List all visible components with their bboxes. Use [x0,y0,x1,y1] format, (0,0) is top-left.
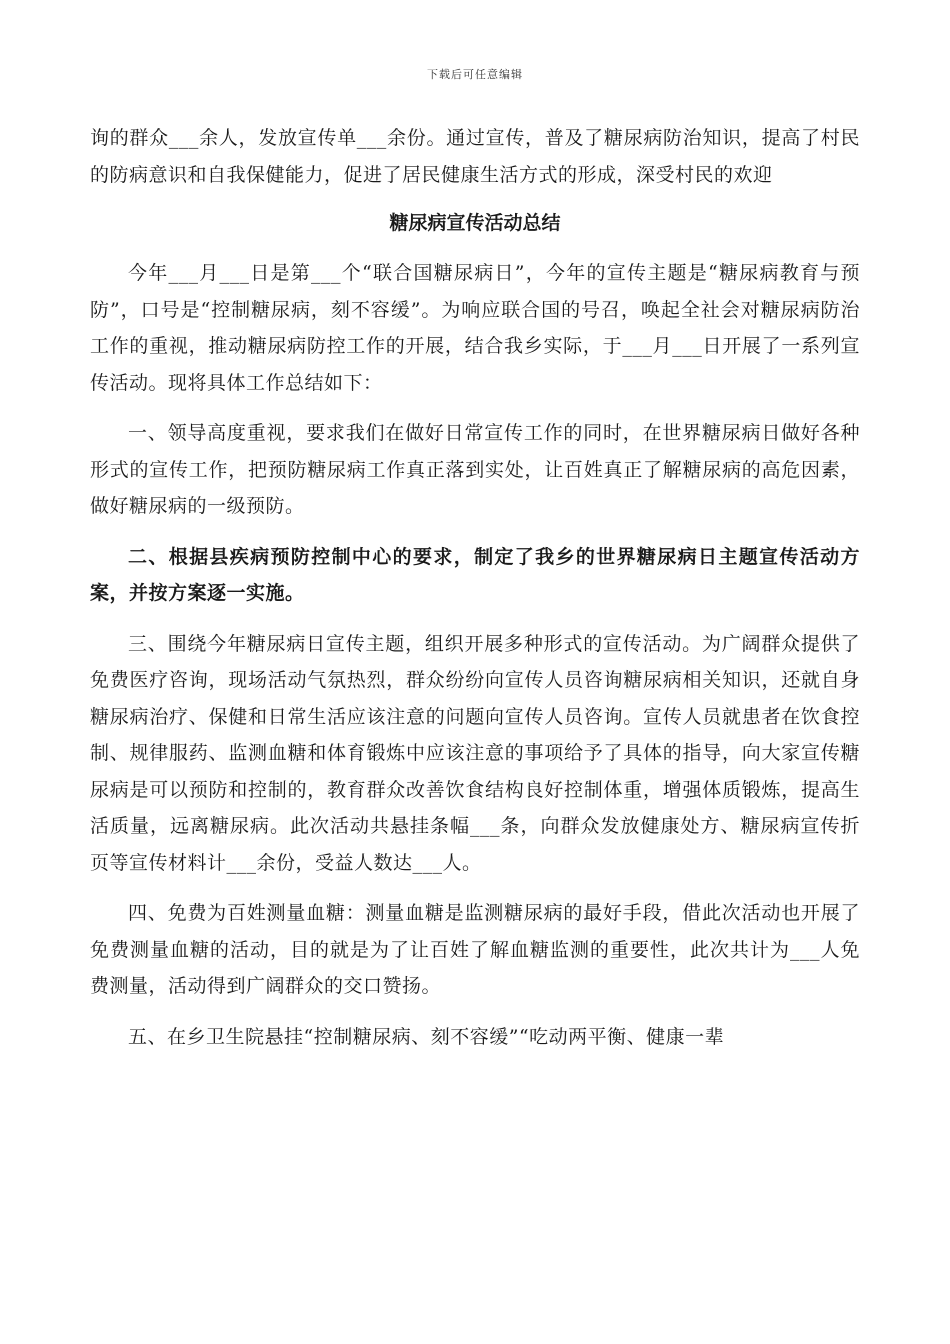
paragraph-section-1: 一、领导高度重视，要求我们在做好日常宣传工作的同时，在世界糖尿病日做好各种形式的宣传工作，把预防糖尿病工作真正落到实处，让百姓真正了解糖尿病的高危因素，做好糖尿病的一级预防。 [90,422,860,517]
document-title: 糖尿病宣传活动总结 [389,212,561,234]
paragraph-intro: 今年___月___日是第___个“联合国糖尿病日”，今年的宣传主题是“糖尿病教育与预防”，口号是“控制糖尿病，刻不容缓”。为响应联合国的号召，唤起全社会对糖尿病防治工作的重视，推动糖尿病防控工作的开展，结合我乡实际，于___月___日开展了一系列宣传活动。现将具体工作总结如下： [90,262,860,394]
paragraph-section-5: 五、在乡卫生院悬挂“控制糖尿病、刻不容缓”“吃动两平衡、健康一辈 [128,1025,725,1048]
paragraph-section-3: 三、围绕今年糖尿病日宣传主题，组织开展多种形式的宣传活动。为广阔群众提供了免费医疗咨询，现场活动气氛热烈，群众纷纷向宣传人员咨询糖尿病相关知识，还就自身糖尿病治疗、保健和日常生活应该注意的问题向宣传人员咨询。宣传人员就患者在饮食控制、规律服药、监测血糖和体育锻炼中应该注意的事项给予了具体的指导，向大家宣传糖尿病是可以预防和控制的，教育群众改善饮食结构良好控制体重，增强体质锻炼，提高生活质量，远离糖尿病。此次活动共悬挂条幅___条，向群众发放健康处方、糖尿病宣传折页等宣传材料计___余份，受益人数达___人。 [90,632,860,874]
paragraph-section-4: 四、免费为百姓测量血糖：测量血糖是监测糖尿病的最好手段，借此次活动也开展了免费测量血糖的活动，目的就是为了让百姓了解血糖监测的重要性，此次共计为___人免费测量，活动得到广阔群众的交口赞扬。 [90,902,860,997]
paragraph-section-2: 二、根据县疾病预防控制中心的要求，制定了我乡的世界糖尿病日主题宣传活动方案，并按方案逐一实施。 [90,545,860,604]
paragraph-continuation: 询的群众___余人，发放宣传单___余份。通过宣传，普及了糖尿病防治知识，提高了村民的防病意识和自我保健能力，促进了居民健康生活方式的形成，深受村民的欢迎 [90,127,860,186]
page-header-note: 下载后可任意编辑 [427,68,523,81]
document-body [90,120,860,1055]
